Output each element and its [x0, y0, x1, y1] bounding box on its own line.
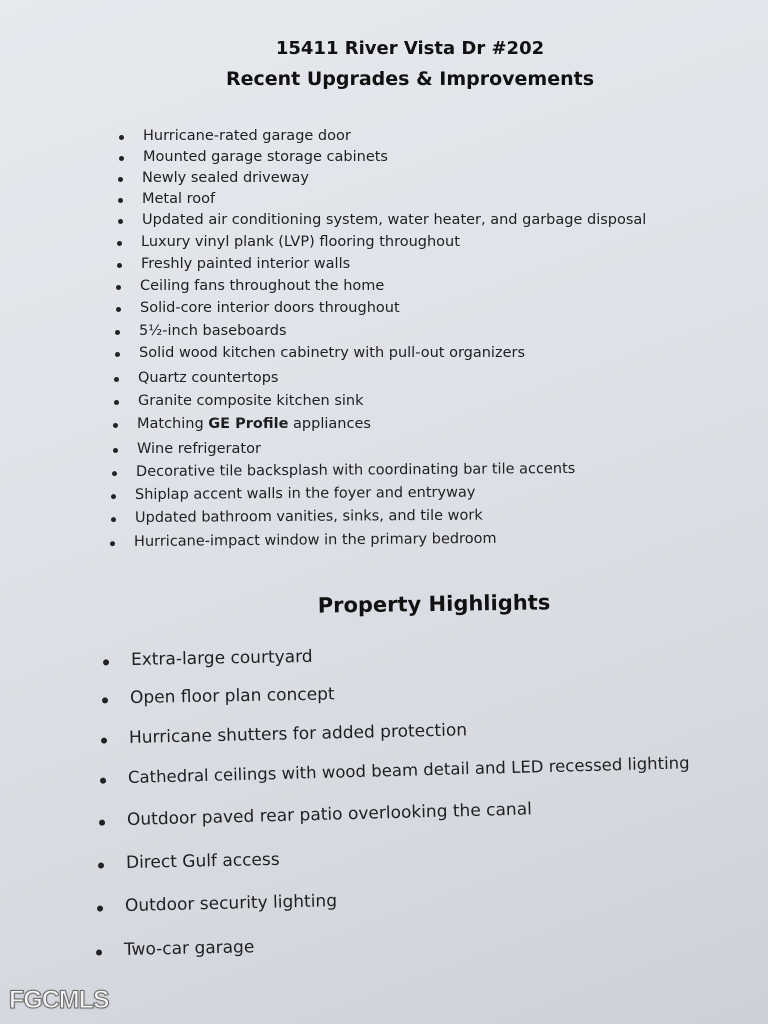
highlight-item: Direct Gulf access [126, 850, 280, 873]
bullet-icon [115, 330, 120, 335]
upgrade-item-ge-profile: Matching GE Profile appliances [137, 416, 371, 432]
bullet-icon [102, 697, 108, 703]
upgrade-item: Granite composite kitchen sink [138, 393, 364, 409]
bullet-icon [116, 285, 121, 290]
highlight-item: Cathedral ceilings with wood beam detail and LED recessed lighting [128, 753, 690, 788]
bullet-icon [103, 659, 109, 665]
highlight-item: Outdoor paved rear patio overlooking the canal [127, 799, 532, 830]
upgrade-item: Wine refrigerator [137, 441, 261, 457]
bullet-icon [97, 905, 103, 911]
property-address: 15411 River Vista Dr #202 [275, 38, 545, 59]
bullet-icon [100, 778, 106, 784]
brand-name: GE Profile [208, 416, 289, 432]
bullet-icon [110, 541, 115, 546]
bullet-icon [118, 177, 123, 182]
upgrade-item: Freshly painted interior walls [141, 256, 350, 272]
bullet-icon [99, 820, 105, 826]
upgrades-title: Recent Upgrades & Improvements [225, 68, 595, 90]
upgrade-item: Metal roof [142, 191, 215, 207]
bullet-icon [96, 949, 102, 955]
upgrade-item: Quartz countertops [138, 370, 278, 386]
upgrade-item: Decorative tile backsplash with coordinating bar tile accents [136, 461, 575, 480]
upgrade-item: Updated bathroom vanities, sinks, and tile work [135, 508, 483, 526]
upgrade-item: 5½-inch baseboards [139, 323, 287, 339]
upgrade-item: Mounted garage storage cabinets [143, 149, 388, 165]
bullet-icon [117, 263, 122, 268]
upgrade-item: Ceiling fans throughout the home [140, 278, 384, 294]
bullet-icon [112, 471, 117, 476]
upgrade-item: Luxury vinyl plank (LVP) flooring throughout [141, 234, 460, 250]
highlight-item: Hurricane shutters for added protection [129, 720, 467, 748]
highlights-title: Property Highlights [317, 590, 551, 618]
bullet-icon [116, 307, 121, 312]
upgrade-item: Shiplap accent walls in the foyer and entryway [135, 485, 475, 503]
watermark-logo: FGCMLS [9, 986, 109, 1014]
bullet-icon [119, 156, 124, 161]
upgrade-item: Updated air conditioning system, water heater, and garbage disposal [142, 212, 646, 228]
bullet-icon [119, 135, 124, 140]
bullet-icon [114, 377, 119, 382]
bullet-icon [113, 448, 118, 453]
bullet-icon [111, 494, 116, 499]
bullet-icon [114, 400, 119, 405]
highlight-item: Open floor plan concept [130, 684, 335, 708]
upgrade-item: Newly sealed driveway [142, 170, 309, 186]
bullet-icon [113, 423, 118, 428]
highlight-item: Extra-large courtyard [131, 647, 313, 670]
bullet-icon [118, 198, 123, 203]
bullet-icon [111, 517, 116, 522]
highlight-item: Outdoor security lighting [125, 891, 337, 916]
highlight-item: Two-car garage [124, 937, 255, 960]
upgrade-item: Hurricane-impact window in the primary bedroom [134, 531, 497, 550]
bullet-icon [115, 352, 120, 357]
upgrade-item: Solid-core interior doors throughout [140, 300, 400, 316]
upgrade-item: Solid wood kitchen cabinetry with pull-out organizers [139, 345, 525, 361]
bullet-icon [117, 241, 122, 246]
bullet-icon [101, 737, 107, 743]
bullet-icon [98, 862, 104, 868]
bullet-icon [118, 219, 123, 224]
upgrade-item: Hurricane-rated garage door [143, 128, 351, 144]
